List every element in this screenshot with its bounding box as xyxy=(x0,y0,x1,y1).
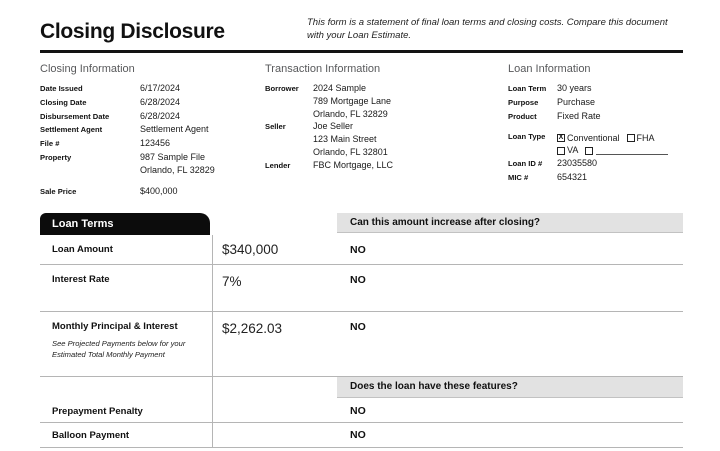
info-row xyxy=(40,82,265,96)
field-label: Settlement Agent xyxy=(40,125,103,135)
field-label: Purpose xyxy=(508,97,539,107)
info-row xyxy=(508,157,683,171)
info-row xyxy=(40,137,265,151)
field-label: Sale Price xyxy=(40,186,77,196)
field-label: Seller xyxy=(265,122,286,132)
field-value: 6/17/2024 xyxy=(140,83,181,93)
info-row xyxy=(508,96,683,110)
property-line-2: Orlando, FL 32829 xyxy=(140,164,215,175)
field-value: $400,000 xyxy=(140,185,178,196)
row-label-cell xyxy=(40,274,212,311)
field-label: Loan ID # xyxy=(508,159,543,169)
field-value: 654321 xyxy=(557,171,588,182)
checkbox-fha[interactable] xyxy=(627,134,635,142)
row-label-cell xyxy=(40,244,212,255)
loan-type-checkboxes xyxy=(557,132,668,158)
borrower-address xyxy=(313,82,391,120)
transaction-information-column xyxy=(265,63,508,198)
info-row xyxy=(508,110,683,124)
checkbox-label-fha: FHA xyxy=(636,132,655,143)
features-question-bar: Does the loan have these features? xyxy=(337,377,683,398)
lender-name xyxy=(313,159,393,172)
info-row xyxy=(40,185,265,199)
field-label: Date Issued xyxy=(40,84,83,93)
row-label: Monthly Principal & Interest xyxy=(52,321,178,333)
checkbox-label-conventional: Conventional xyxy=(567,132,620,143)
blank-fill-line xyxy=(596,147,668,155)
info-row xyxy=(265,159,508,173)
closing-information-column xyxy=(40,63,265,198)
field-value: 123456 xyxy=(140,138,171,149)
row-value: $340,000 xyxy=(222,242,279,258)
field-value: 23035580 xyxy=(557,158,598,169)
field-label: File # xyxy=(40,139,60,149)
field-label: Property xyxy=(40,152,72,162)
field-label: Product xyxy=(508,111,537,121)
checkbox-check-mark: X xyxy=(558,134,564,142)
info-row xyxy=(265,82,508,120)
row-label-cell xyxy=(40,430,212,441)
info-row xyxy=(265,120,508,158)
row-note: See Projected Payments below for your Estimated Total Monthly Payment xyxy=(52,339,186,359)
field-value: Settlement Agent xyxy=(140,124,209,135)
column-divider xyxy=(212,235,213,448)
section-heading: Loan Information xyxy=(508,63,591,75)
field-value: Purchase xyxy=(557,96,596,107)
table-row-balloon-payment xyxy=(40,423,683,448)
row-answer: NO xyxy=(350,429,366,442)
loan-type-row xyxy=(508,131,683,157)
checkbox-other[interactable] xyxy=(585,147,593,155)
table-row-loan-amount xyxy=(40,235,683,265)
address-line: Orlando, FL 32829 xyxy=(313,108,388,119)
row-answer: NO xyxy=(350,243,366,256)
field-label: Disbursement Date xyxy=(40,111,110,121)
row-answer: NO xyxy=(350,274,366,287)
property-line-1: 987 Sample File xyxy=(140,151,206,162)
checkbox-conventional[interactable] xyxy=(557,134,565,142)
checkbox-line-1 xyxy=(557,132,668,145)
info-row xyxy=(40,110,265,124)
page-title: Closing Disclosure xyxy=(40,20,225,43)
row-value: 7% xyxy=(222,274,242,290)
row-label: Balloon Payment xyxy=(52,429,130,441)
seller-address xyxy=(313,120,388,158)
table-row-features-header xyxy=(40,377,683,400)
info-row xyxy=(40,96,265,110)
info-row xyxy=(40,151,265,177)
row-label-cell xyxy=(40,406,212,417)
info-row xyxy=(508,82,683,96)
header-rule xyxy=(40,50,683,53)
table-header xyxy=(40,213,683,235)
address-line: 123 Main Street xyxy=(313,134,377,145)
row-label: Prepayment Penalty xyxy=(52,405,143,417)
row-value: $2,262.03 xyxy=(222,321,283,337)
field-label: Lender xyxy=(265,160,291,170)
field-value: Fixed Rate xyxy=(557,110,601,121)
info-row xyxy=(508,171,683,185)
field-label: Loan Type xyxy=(508,132,546,142)
row-answer: NO xyxy=(350,405,366,418)
field-value: 6/28/2024 xyxy=(140,96,181,107)
field-value: 30 years xyxy=(557,83,592,93)
address-line: 2024 Sample xyxy=(313,83,367,93)
row-answer: NO xyxy=(350,321,366,334)
checkbox-line-2 xyxy=(557,144,668,157)
address-line: Orlando, FL 32801 xyxy=(313,146,388,157)
increase-question-bar: Can this amount increase after closing? xyxy=(337,213,683,233)
field-label: Borrower xyxy=(265,84,299,93)
table-row-prepayment-penalty xyxy=(40,400,683,423)
row-label: Loan Amount xyxy=(52,244,113,256)
address-line: FBC Mortgage, LLC xyxy=(313,159,394,170)
row-label-cell xyxy=(40,321,212,376)
table-row-interest-rate xyxy=(40,265,683,312)
checkbox-va[interactable] xyxy=(557,147,565,155)
address-line: 789 Mortgage Lane xyxy=(313,95,392,106)
table-body xyxy=(40,235,683,448)
address-line: Joe Seller xyxy=(313,121,354,132)
section-heading: Transaction Information xyxy=(265,63,381,75)
loan-information-column xyxy=(508,63,683,198)
field-value: 6/28/2024 xyxy=(140,110,181,121)
info-row xyxy=(40,123,265,137)
section-heading: Closing Information xyxy=(40,63,135,75)
field-value xyxy=(140,151,215,177)
checkbox-label-va: VA xyxy=(567,145,579,156)
field-label: MIC # xyxy=(508,172,529,182)
intro-text: This form is a statement of final loan terms and closing costs. Compare this document with your Loan Estimate. xyxy=(307,17,668,42)
loan-terms-table xyxy=(40,213,683,448)
loan-terms-tab: Loan Terms xyxy=(40,213,210,235)
document-header xyxy=(40,16,683,44)
field-label: Loan Term xyxy=(508,84,547,93)
field-label: Closing Date xyxy=(40,97,87,107)
row-label: Interest Rate xyxy=(52,274,110,286)
info-section xyxy=(40,63,683,198)
table-row-monthly-principal-interest xyxy=(40,312,683,377)
